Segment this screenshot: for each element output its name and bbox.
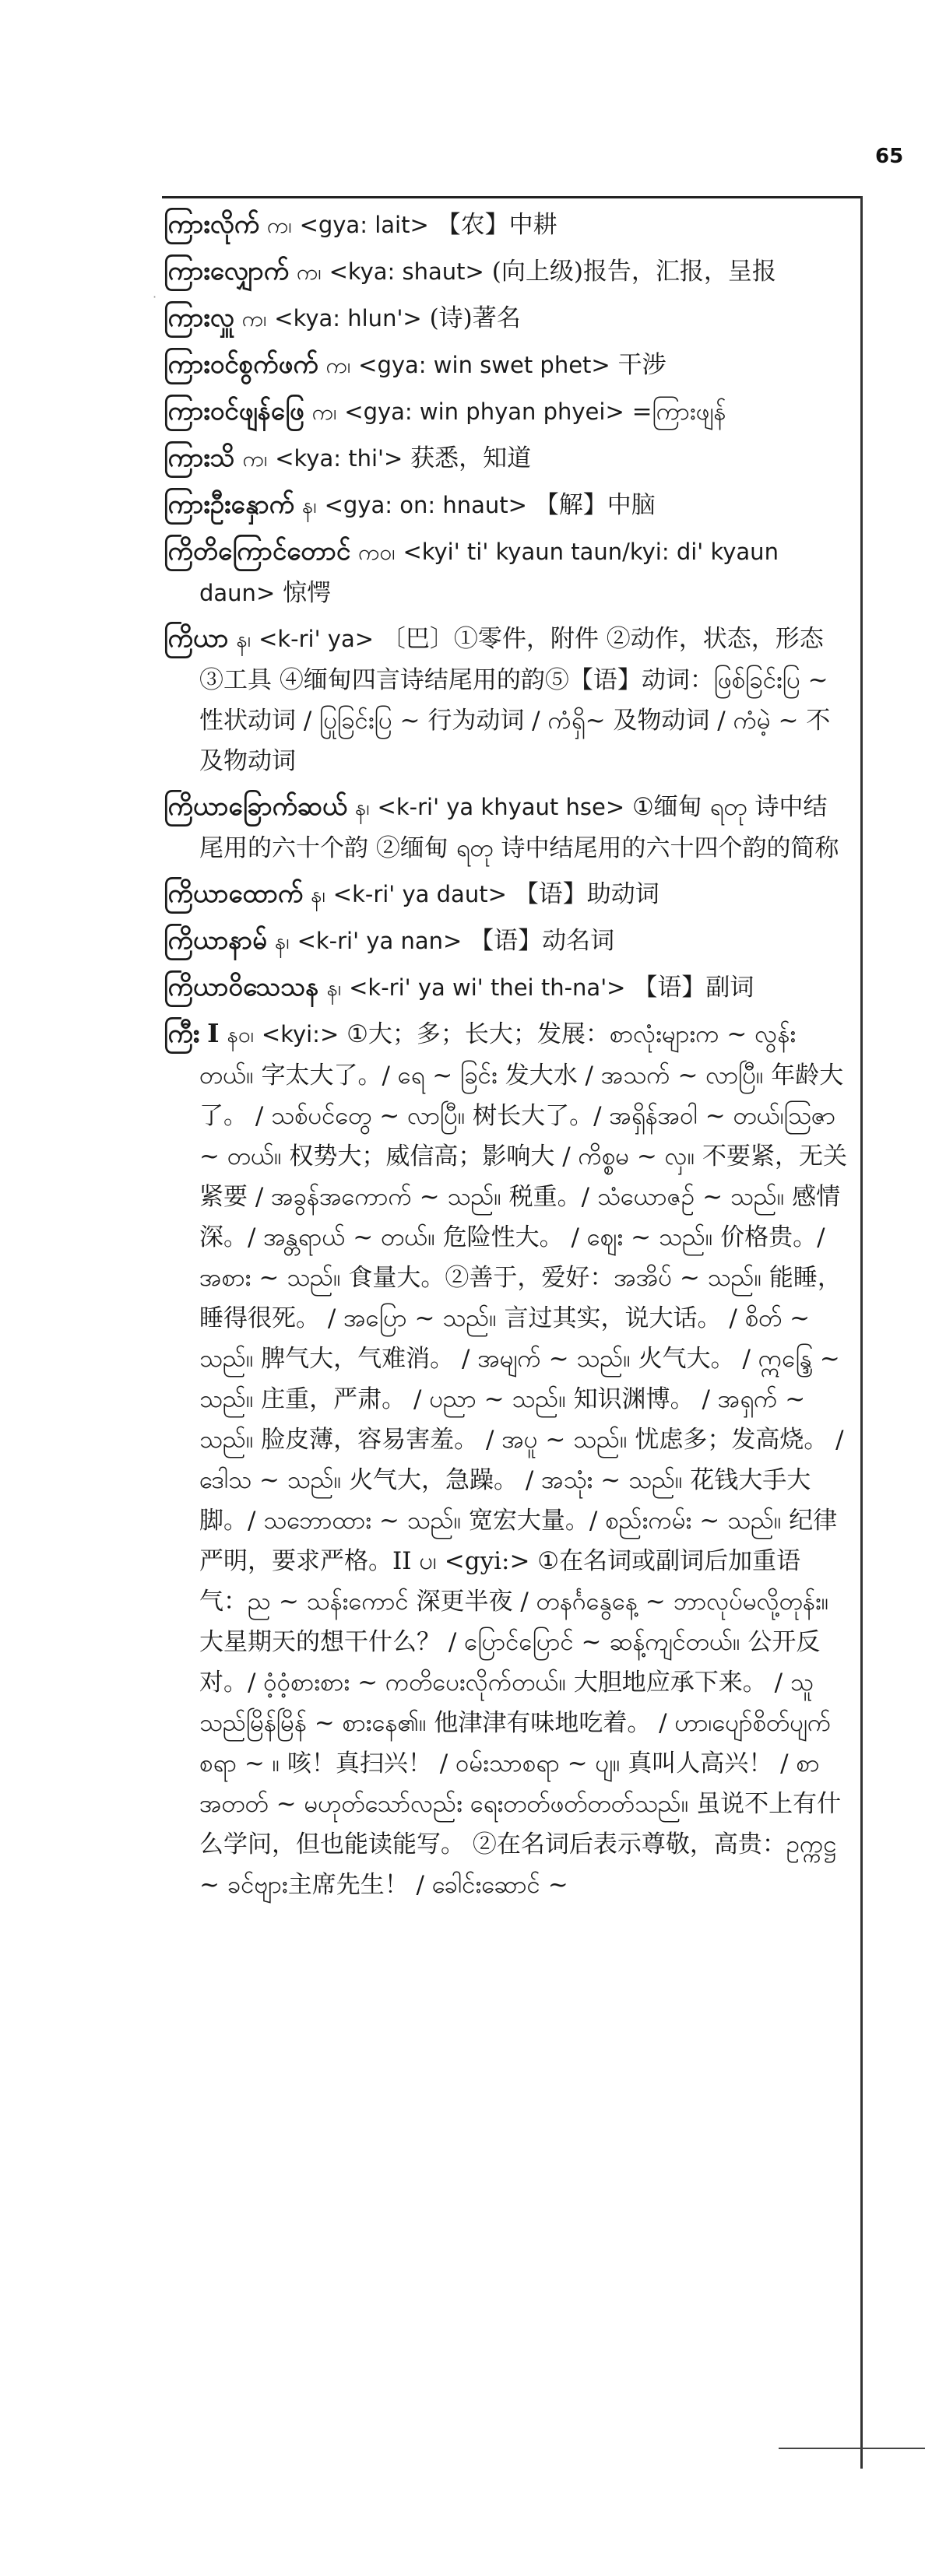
footer-rule [779,2448,925,2449]
dictionary-entry [164,484,849,526]
main-entry-pos: နဝ၊ [227,1022,255,1048]
main-entry [164,1013,849,1905]
entry-gloss: 【语】副词 [633,974,754,1002]
entry-pronunciation: <gya: on: hnaut> [324,492,527,518]
entry-gloss: (向上级)报告，汇报，呈报 [491,258,776,286]
entry-pos: က၊ [296,259,322,285]
header-rule [162,196,863,198]
dictionary-entry [164,204,849,246]
dictionary-entry [164,297,849,339]
dictionary-entry [164,967,849,1009]
entry-pos: က၊ [266,212,292,238]
entry-headword: ကြားသိ [164,442,235,472]
dictionary-entry [164,344,849,386]
entry-pos: က၊ [242,446,268,472]
entry-pronunciation: <gya: win swet phet> [358,352,610,378]
entry-pronunciation: <gya: win phyan phyei> [344,398,624,425]
entry-pronunciation: <gya: lait> [299,212,429,238]
dictionary-entry [164,251,849,293]
entry-headword: ကြားလှူ [164,302,234,332]
stray-mark: · [153,290,157,304]
entry-gloss: 〔巴〕①零件，附件 ②动作，状态，形态 ③工具 ④缅甸四言诗结尾用的韵⑤【语】动词：ဖြစ်ခြင်းပြ ~ 性状动词 / ပြုခြင်းပြ ~ 行为动词 / ကံရှိ~ 及物动词 / ကံမဲ့ ~ 不及物动词 [199,625,831,775]
entry-pronunciation: <kya: thi'> [275,445,403,472]
column-rule [860,196,863,2469]
entry-pronunciation: <kyi' ti' kyaun taun/kyi: di' kyaun daun> [199,539,779,606]
entry-pos: န၊ [354,795,370,820]
main-entry-pronunciation: <kyi:> [261,1021,339,1048]
entry-pronunciation: <k-ri' ya> [259,626,375,652]
entry-pronunciation: <k-ri' ya nan> [297,928,462,954]
entry-pos: န၊ [326,975,342,1001]
entry-pos: န၊ [236,626,251,652]
entry-gloss: 【农】中耕 [436,211,557,239]
dictionary-entry [164,920,849,962]
entry-headword: ကြိယာ [164,623,229,653]
entry-headword: ကြိယာထောက် [164,878,304,908]
entry-headword: ကြားဝင်စွက်ဖက် [164,349,318,379]
entry-pos: န၊ [310,882,325,907]
entry-gloss: 【语】助动词 [514,880,659,908]
entry-headword: ကြားလျှောက် [164,255,290,286]
entry-gloss: 干涉 [617,351,666,379]
entry-pos: က၊ [325,353,351,378]
dictionary-entry [164,391,849,433]
dictionary-entry [164,437,849,479]
entry-headword: ကြိယာခြောက်ဆယ် [164,791,347,821]
entry-headword: ကြိယာနာမ် [164,925,267,955]
page-number: 65 [875,145,904,168]
entry-headword: ကြိတိကြောင်တောင် [164,535,351,566]
entry-pos: န၊ [274,928,290,954]
entry-gloss: ①缅甸 ရတု 诗中结尾用的六十个韵 ②缅甸 ရတု 诗中结尾用的六十四个韵的简称 [199,793,839,862]
entry-headword: ကြားဝင်ဖျန်ဖြေ [164,395,304,426]
dictionary-entries [164,204,849,1910]
main-entry-headword: ကြီး [164,1018,200,1048]
entry-gloss: =ကြားဖျန် [631,398,726,426]
entry-gloss: 获悉，知道 [410,444,532,472]
entry-pos: န၊ [301,493,317,518]
entry-pronunciation: <k-ri' ya khyaut hse> [377,794,625,820]
entry-gloss: (诗)著名 [429,304,521,332]
entry-headword: ကြားဦးနှောက် [164,489,294,519]
entry-pos: က၊ [241,306,267,332]
entry-pronunciation: <kya: shaut> [329,258,484,285]
dictionary-entry [164,531,849,613]
entry-pronunciation: <k-ri' ya wi' thei th-na'> [349,974,626,1001]
entry-headword: ကြိယာဝိသေသန [164,971,319,1002]
entry-pronunciation: <kya: hlun'> [274,305,422,332]
entry-pos: က၊ [311,399,337,425]
entry-gloss: 【语】动名词 [470,927,615,955]
dictionary-entry [164,618,849,781]
entry-headword: ကြားလိုက် [164,209,260,239]
dictionary-entry [164,786,849,869]
entry-pronunciation: <k-ri' ya daut> [332,881,507,907]
main-entry-text: ①大；多；长大；发展：စာလုံးများက ~ လွန်းတယ်။ 字太大了。/ ရေ ~ ခြင်း 发大水 / အသက် ~ လာပြီ။ 年龄大了。 / သစ်ပင်တွေ ~ လာပြီ။ 树长大了。/ အရှိန်အဝါ ~ တယ်၊သြဇာ ~ တယ်။ 权势大；威信高；影响大 / ကိစ္စမ ~ လှ။ 不要紧，无关紧要 / အခွန်အကောက် ~ သည်။ 税重。/ သံယောဇဉ် ~ သည်။ 感情深。/ အန္တရာယ် ~ တယ်။ 危险性大。 / ဈေး ~ သည်။ 价格贵。/ အစား ~ သည်။ 食量大。②善于，爱好：အအိပ် ~ သည်။ 能睡，睡得很死。 / အပြော ~ သည်။ 言过其实，说大话。 / စိတ် ~ သည်။ 脾气大，气难消。 / အမျက် ~ သည်။ 火气大。 / ဣန္ဒြေ ~ သည်။ 庄重，严肃。 / ပညာ ~ သည်။ 知识渊博。 / အရှက် ~ သည်။ 脸皮薄，容易害羞。 / အပူ ~ သည်။ 忧虑多；发高烧。 / ဒေါသ ~ သည်။ 火气大，急躁。 / အသုံး ~ သည်။ 花钱大手大脚。/ သဘောထား ~ သည်။ 宽宏大量。/ စည်းကမ်း ~ သည်။ 纪律严明，要求严格。II ပ၊ <gyi:> ①在名词或副词后加重语气：ည ~ သန်းကောင် 深更半夜 / တနင်္ဂနွေနေ့ ~ ဘာလုပ်မလို့တုန်း။ 大星期天的想干什么？ / ပြောင်ပြောင် ~ ဆန့်ကျင်တယ်။ 公开反对。/ ဝံ့ဝံ့စားစား ~ ကတိပေးလိုက်တယ်။ 大胆地应承下来。 / သူသည်မြိန်မြိန် ~ စားနေ၏။ 他津津有味地吃着。 / ဟာ၊ပျော်စိတ်ပျက်စရာ ~ ။ 咳！真扫兴！ / ဝမ်းသာစရာ ~ ပျ။ 真叫人高兴！ / စာအတတ် ~ မဟုတ်သော်လည်း ရေးတတ်ဖတ်တတ်သည်။ 虽说不上有什么学问，但也能读能写。 ②在名词后表示尊敬，高贵：ဥက္ကဋ္ဌ ~ ခင်ဗျား主席先生！ / ခေါင်းဆောင် ~ [199,1020,847,1899]
entry-gloss: 惊愕 [283,579,332,607]
entry-pos: ကဝ၊ [358,539,396,565]
main-entry-sense-numeral: I [207,1018,220,1048]
dictionary-entry [164,873,849,915]
entry-gloss: 【解】中脑 [534,491,656,519]
